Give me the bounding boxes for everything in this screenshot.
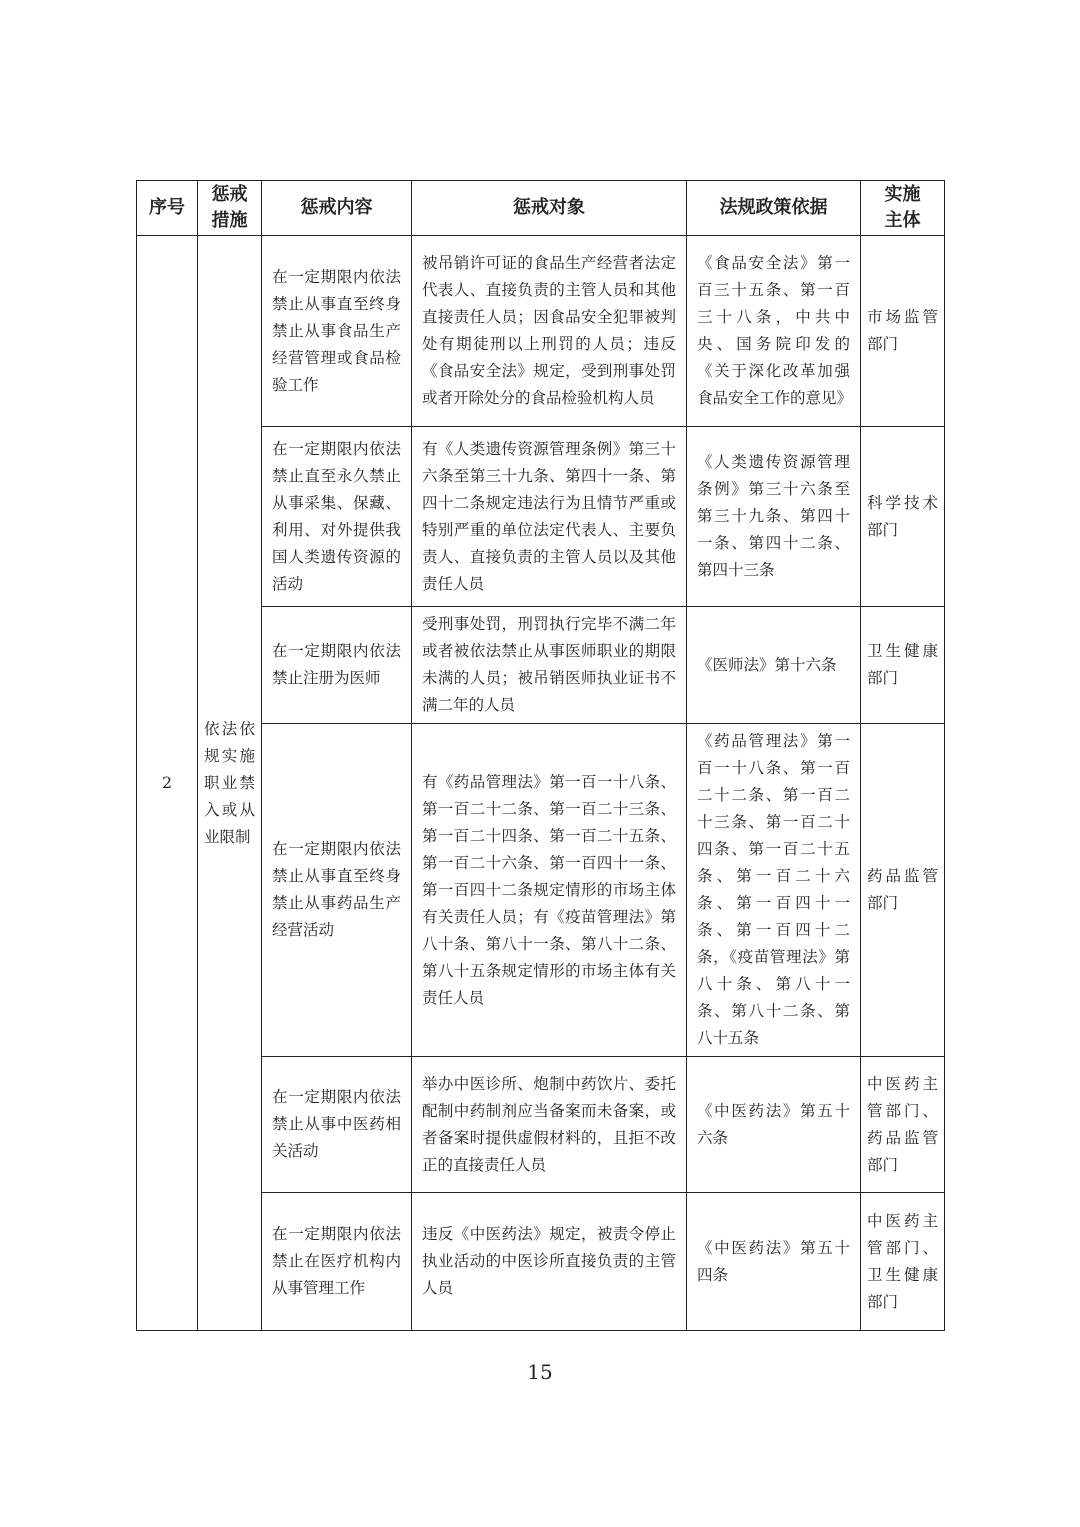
target-cell: 违反《中医药法》规定，被责令停止执业活动的中医诊所直接负责的主管人员 xyxy=(412,1193,687,1331)
content-cell: 在一定期限内依法禁止从事直至终身禁止从事食品生产经营管理或食品检验工作 xyxy=(262,236,412,427)
target-cell: 受刑事处罚，刑罚执行完毕不满二年或者被依法禁止从事医师职业的期限未满的人员；被吊销医师执业证书不满二年的人员 xyxy=(412,607,687,724)
target-cell: 有《药品管理法》第一百一十八条、第一百二十二条、第一百二十三条、第一百二十四条、第一百二十五条、第一百二十六条、第一百四十一条、第一百四十二条规定情形的市场主体有关责任人员；有《疫苗管理法》第八十条、第八十一条、第八十二条、第八十五条规定情形的市场主体有关责任人员 xyxy=(412,724,687,1057)
page-number: 15 xyxy=(527,1360,553,1384)
target-cell: 被吊销许可证的食品生产经营者法定代表人、直接负责的主管人员和其他直接责任人员；因食品安全犯罪被判处有期徒刑以上刑罚的人员；违反《食品安全法》规定，受到刑事处罚或者开除处分的食品检验机构人员 xyxy=(412,236,687,427)
content-cell: 在一定期限内依法禁止在医疗机构内从事管理工作 xyxy=(262,1193,412,1331)
agency-cell: 市场监管部门 xyxy=(861,236,945,427)
measure-cell: 依法依规实施职业禁入或从业限制 xyxy=(198,236,262,1331)
header-content: 惩戒内容 xyxy=(262,181,412,236)
basis-cell: 《人类遗传资源管理条例》第三十六条至第三十九条、第四十一条、第四十二条、第四十三条 xyxy=(687,427,861,607)
basis-cell: 《药品管理法》第一百一十八条、第一百二十二条、第一百二十三条、第一百二十四条、第一百二十五条、第一百二十六条、第一百四十一条、第一百四十二条，《疫苗管理法》第八十条、第八十一条、第八十二条、第八十五条 xyxy=(687,724,861,1057)
header-basis: 法规政策依据 xyxy=(687,181,861,236)
table-header-row xyxy=(137,181,945,236)
header-measure: 惩戒 措施 xyxy=(198,181,262,236)
content-cell: 在一定期限内依法禁止直至永久禁止从事采集、保藏、利用、对外提供我国人类遗传资源的活动 xyxy=(262,427,412,607)
seq-cell: 2 xyxy=(137,236,198,1331)
agency-cell: 中医药主管部门、卫生健康部门 xyxy=(861,1193,945,1331)
agency-cell: 中医药主管部门、药品监管部门 xyxy=(861,1057,945,1193)
punishment-measures-table xyxy=(136,180,945,1331)
header-agency: 实施 主体 xyxy=(861,181,945,236)
agency-cell: 药品监管部门 xyxy=(861,724,945,1057)
content-cell: 在一定期限内依法禁止注册为医师 xyxy=(262,607,412,724)
basis-cell: 《中医药法》第五十六条 xyxy=(687,1057,861,1193)
content-cell: 在一定期限内依法禁止从事中医药相关活动 xyxy=(262,1057,412,1193)
basis-cell: 《食品安全法》第一百三十五条、第一百三十八条，中共中央、国务院印发的《关于深化改革加强食品安全工作的意见》 xyxy=(687,236,861,427)
basis-cell: 《医师法》第十六条 xyxy=(687,607,861,724)
header-target: 惩戒对象 xyxy=(412,181,687,236)
header-seq: 序号 xyxy=(137,181,198,236)
agency-cell: 科学技术部门 xyxy=(861,427,945,607)
content-cell: 在一定期限内依法禁止从事直至终身禁止从事药品生产经营活动 xyxy=(262,724,412,1057)
agency-cell: 卫生健康部门 xyxy=(861,607,945,724)
basis-cell: 《中医药法》第五十四条 xyxy=(687,1193,861,1331)
table-row xyxy=(137,236,945,427)
target-cell: 有《人类遗传资源管理条例》第三十六条至第三十九条、第四十一条、第四十二条规定违法行为且情节严重或特别严重的单位法定代表人、主要负责人、直接负责的主管人员以及其他责任人员 xyxy=(412,427,687,607)
target-cell: 举办中医诊所、炮制中药饮片、委托配制中药制剂应当备案而未备案，或者备案时提供虚假材料的，且拒不改正的直接责任人员 xyxy=(412,1057,687,1193)
